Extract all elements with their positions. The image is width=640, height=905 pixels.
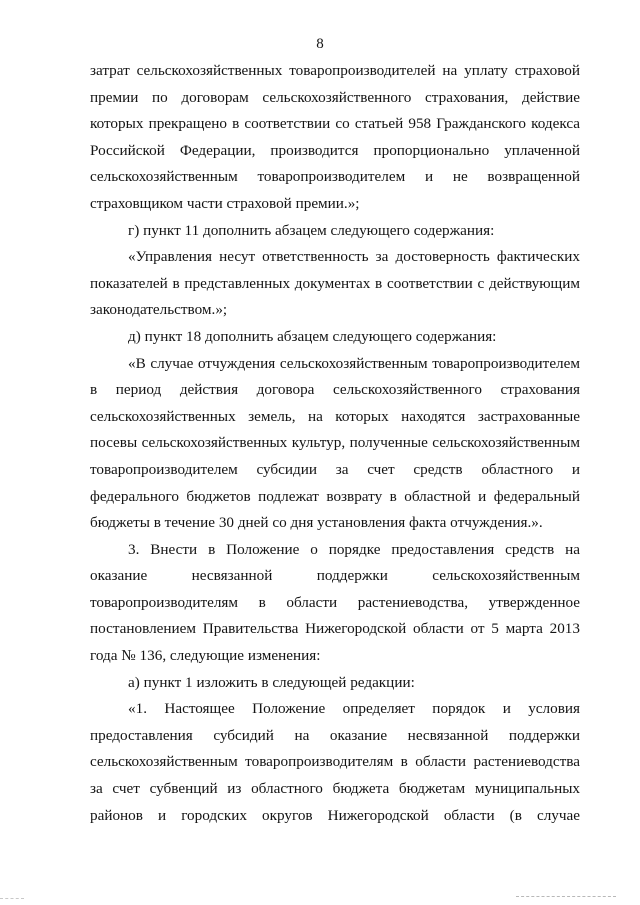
paragraph-section-3: 3. Внести в Положение о порядке предоставления средств на оказание несвязанной поддержки сельскохозяйственным товаропроизводителям в области растениеводства, утвержденное постановлением Правительства Нижегородской области от 5 марта 2013 года № 136, следующие изменения: xyxy=(90,540,580,665)
paragraph-item-g: г) пункт 11 дополнить абзацем следующего содержания: xyxy=(128,221,495,239)
scan-artifact-right xyxy=(516,896,616,897)
page-number: 8 xyxy=(316,36,324,52)
paragraph-quote-alienation: «В случае отчуждения сельскохозяйственным товаропроизводителем в период действия договора сельскохозяйственного страхования сельскохозяйственных земель, на которых находятся застрахованные посевы сельскохозяйственных культур, полученные сельскохозяйственным товаропроизводителем субсидии за счет средств областного и федерального бюджетов подлежат возврату в областной и федеральный бюджеты в течение 30 дней со дня установления факта отчуждения.». xyxy=(90,354,580,532)
paragraph-continuation: затрат сельскохозяйственных товаропроизводителей на уплату страховой премии по договорам сельскохозяйственного страхования, действие которых прекращено в соответствии со статьей 958 Гражданского кодекса Российской Федерации, производится пропорционально уплаченной сельскохозяйственным товаропроизводителем и не возвращенной страховщиком части страховой премии.»; xyxy=(90,62,580,212)
paragraph-quote-responsibility: «Управления несут ответственность за достоверность фактических показателей в представленных документах в соответствии с действующим законодательством.»; xyxy=(90,248,580,319)
paragraph-item-d: д) пункт 18 дополнить абзацем следующего содержания: xyxy=(128,327,497,345)
scan-artifact-left xyxy=(0,898,24,899)
paragraph-item-a: а) пункт 1 изложить в следующей редакции: xyxy=(128,673,415,691)
document-body xyxy=(90,58,580,829)
paragraph-quote-point-1: «1. Настоящее Положение определяет порядок и условия предоставления субсидий на оказание несвязанной поддержки сельскохозяйственным товаропроизводителям в области растениеводства за счет субвенций из областного бюджета бюджетам муниципальных районов и городских округов Нижегородской области (в случае xyxy=(90,700,580,824)
